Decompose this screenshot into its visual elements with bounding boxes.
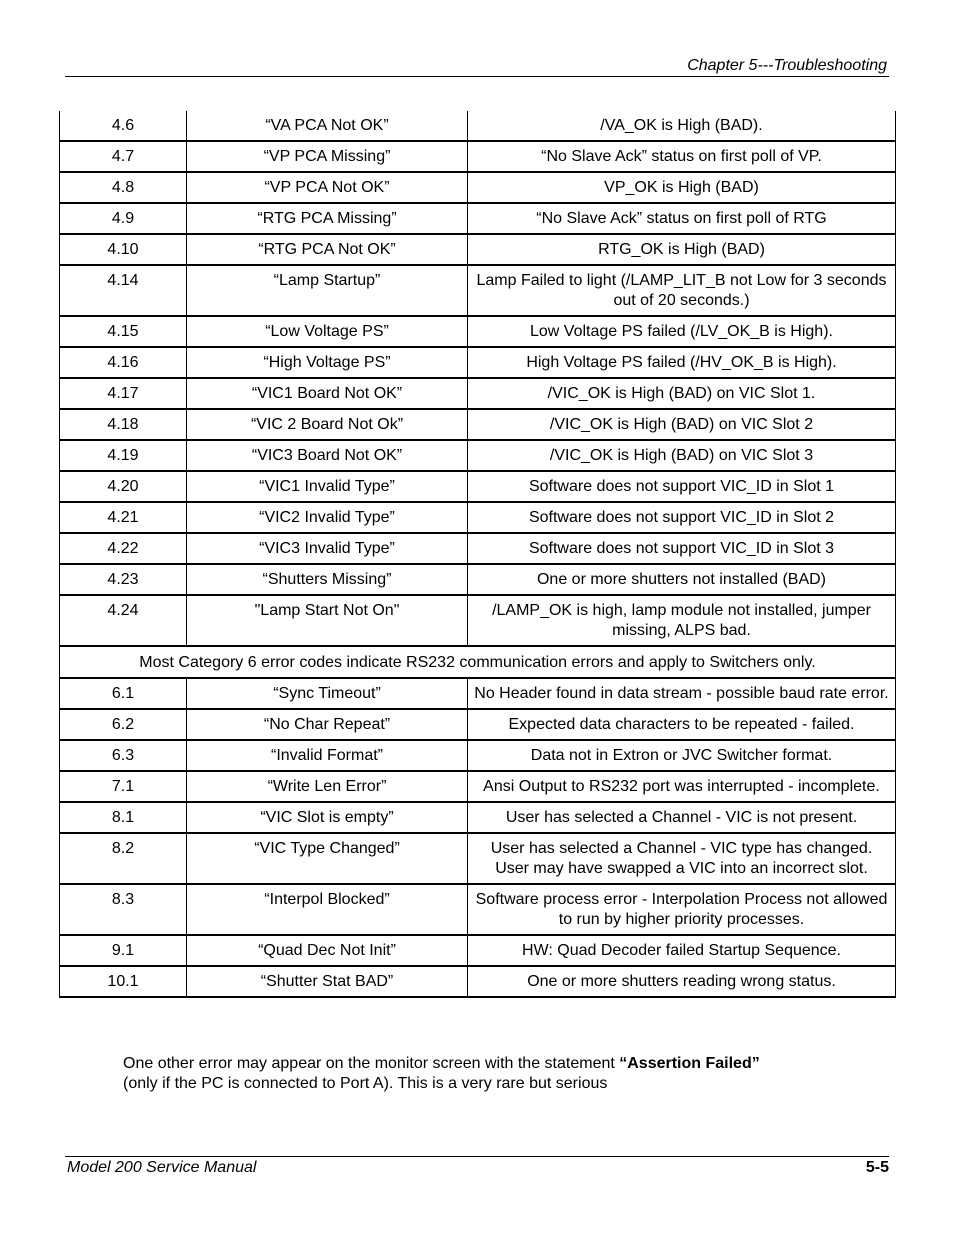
error-message-cell: “VIC 2 Board Not Ok” [187,409,468,440]
error-description-cell: VP_OK is High (BAD) [468,172,896,203]
error-description-cell: Data not in Extron or JVC Switcher format. [468,740,896,771]
table-row [60,709,896,740]
error-message-cell: “Interpol Blocked” [187,884,468,935]
error-description-cell: Expected data characters to be repeated - failed. [468,709,896,740]
table-row [60,440,896,471]
chapter-header: Chapter 5---Troubleshooting [687,57,887,74]
table-body-category-6-10 [60,678,896,997]
error-code-cell: 4.22 [60,533,187,564]
error-message-cell: “VIC1 Board Not OK” [187,378,468,409]
error-description-cell: Lamp Failed to light (/LAMP_LIT_B not Low for 3 seconds out of 20 seconds.) [468,265,896,316]
error-code-cell: 9.1 [60,935,187,966]
error-description-cell: One or more shutters reading wrong status. [468,966,896,997]
paragraph-text: One other error may appear on the monitor screen with the statement [123,1055,620,1072]
table-row [60,111,896,141]
paragraph-bold-text: “Assertion Failed” [619,1055,760,1072]
table-row [60,347,896,378]
error-code-cell: 4.19 [60,440,187,471]
error-description-cell: User has selected a Channel - VIC type has changed. User may have swapped a VIC into an incorrect slot. [468,833,896,884]
error-message-cell: “VP PCA Not OK” [187,172,468,203]
error-message-cell: “VIC Slot is empty” [187,802,468,833]
error-description-cell: User has selected a Channel - VIC is not present. [468,802,896,833]
error-message-cell: “No Char Repeat” [187,709,468,740]
table-row [60,740,896,771]
error-description-cell: “No Slave Ack” status on first poll of RTG [468,203,896,234]
body-paragraph [123,1054,783,1094]
table-row [60,378,896,409]
error-code-cell: 7.1 [60,771,187,802]
error-description-cell: Software does not support VIC_ID in Slot 2 [468,502,896,533]
error-description-cell: Software does not support VIC_ID in Slot 1 [468,471,896,502]
table-row [60,316,896,347]
error-code-cell: 4.10 [60,234,187,265]
error-code-cell: 4.15 [60,316,187,347]
error-code-table [59,111,896,998]
table-row [60,564,896,595]
table-row [60,409,896,440]
error-message-cell: “VIC2 Invalid Type” [187,502,468,533]
table-row [60,502,896,533]
error-description-cell: Software does not support VIC_ID in Slot 3 [468,533,896,564]
error-code-cell: 6.2 [60,709,187,740]
error-message-cell: “Shutter Stat BAD” [187,966,468,997]
error-code-cell: 4.14 [60,265,187,316]
error-message-cell: “VIC Type Changed” [187,833,468,884]
table-row [60,833,896,884]
table-row [60,141,896,172]
error-message-cell: "Lamp Start Not On" [187,595,468,646]
error-description-cell: High Voltage PS failed (/HV_OK_B is High). [468,347,896,378]
table-body-category-4 [60,111,896,646]
error-code-cell: 8.1 [60,802,187,833]
error-message-cell: “VA PCA Not OK” [187,111,468,141]
category-note: Most Category 6 error codes indicate RS232 communication errors and apply to Switchers only. [60,646,896,678]
footer-rule [65,1156,889,1157]
error-description-cell: /LAMP_OK is high, lamp module not installed, jumper missing, ALPS bad. [468,595,896,646]
error-message-cell: “VP PCA Missing” [187,141,468,172]
error-message-cell: “Quad Dec Not Init” [187,935,468,966]
table-row [60,234,896,265]
error-code-cell: 4.20 [60,471,187,502]
error-code-cell: 6.1 [60,678,187,709]
error-description-cell: Ansi Output to RS232 port was interrupted - incomplete. [468,771,896,802]
table-row [60,471,896,502]
table-row [60,966,896,997]
error-description-cell: Software process error - Interpolation Process not allowed to run by higher priority processes. [468,884,896,935]
error-message-cell: “Invalid Format” [187,740,468,771]
error-code-cell: 10.1 [60,966,187,997]
error-description-cell: RTG_OK is High (BAD) [468,234,896,265]
table-row [60,265,896,316]
error-message-cell: “RTG PCA Missing” [187,203,468,234]
error-code-cell: 4.8 [60,172,187,203]
error-message-cell: “Write Len Error” [187,771,468,802]
manual-title: Model 200 Service Manual [67,1159,257,1176]
header-rule [65,76,889,77]
error-message-cell: “VIC3 Board Not OK” [187,440,468,471]
table-row [60,935,896,966]
error-code-cell: 8.3 [60,884,187,935]
error-code-cell: 4.24 [60,595,187,646]
error-code-cell: 4.9 [60,203,187,234]
error-description-cell: Low Voltage PS failed (/LV_OK_B is High). [468,316,896,347]
table-body-note [60,646,896,678]
error-code-cell: 8.2 [60,833,187,884]
table-row [60,172,896,203]
error-message-cell: “VIC3 Invalid Type” [187,533,468,564]
error-description-cell: /VIC_OK is High (BAD) on VIC Slot 2 [468,409,896,440]
table-row [60,884,896,935]
error-description-cell: No Header found in data stream - possible baud rate error. [468,678,896,709]
table-row [60,203,896,234]
error-code-cell: 4.18 [60,409,187,440]
error-description-cell: One or more shutters not installed (BAD) [468,564,896,595]
error-description-cell: /VA_OK is High (BAD). [468,111,896,141]
error-description-cell: “No Slave Ack” status on first poll of VP. [468,141,896,172]
error-description-cell: /VIC_OK is High (BAD) on VIC Slot 1. [468,378,896,409]
error-description-cell: HW: Quad Decoder failed Startup Sequence. [468,935,896,966]
table-row [60,533,896,564]
category-note-row [60,646,896,678]
table-row [60,771,896,802]
error-code-cell: 4.23 [60,564,187,595]
error-description-cell: /VIC_OK is High (BAD) on VIC Slot 3 [468,440,896,471]
error-message-cell: “High Voltage PS” [187,347,468,378]
table-row [60,802,896,833]
error-code-cell: 4.6 [60,111,187,141]
table-row [60,595,896,646]
error-code-cell: 4.7 [60,141,187,172]
page-number: 5-5 [865,1159,889,1176]
error-message-cell: “VIC1 Invalid Type” [187,471,468,502]
error-code-cell: 4.17 [60,378,187,409]
error-code-cell: 4.21 [60,502,187,533]
error-message-cell: “Lamp Startup” [187,265,468,316]
error-code-cell: 6.3 [60,740,187,771]
error-code-cell: 4.16 [60,347,187,378]
table-row [60,678,896,709]
error-message-cell: “Low Voltage PS” [187,316,468,347]
error-message-cell: “RTG PCA Not OK” [187,234,468,265]
error-message-cell: “Shutters Missing” [187,564,468,595]
error-message-cell: “Sync Timeout” [187,678,468,709]
paragraph-text-continued: (only if the PC is connected to Port A). This is a very rare but serious [123,1075,608,1092]
